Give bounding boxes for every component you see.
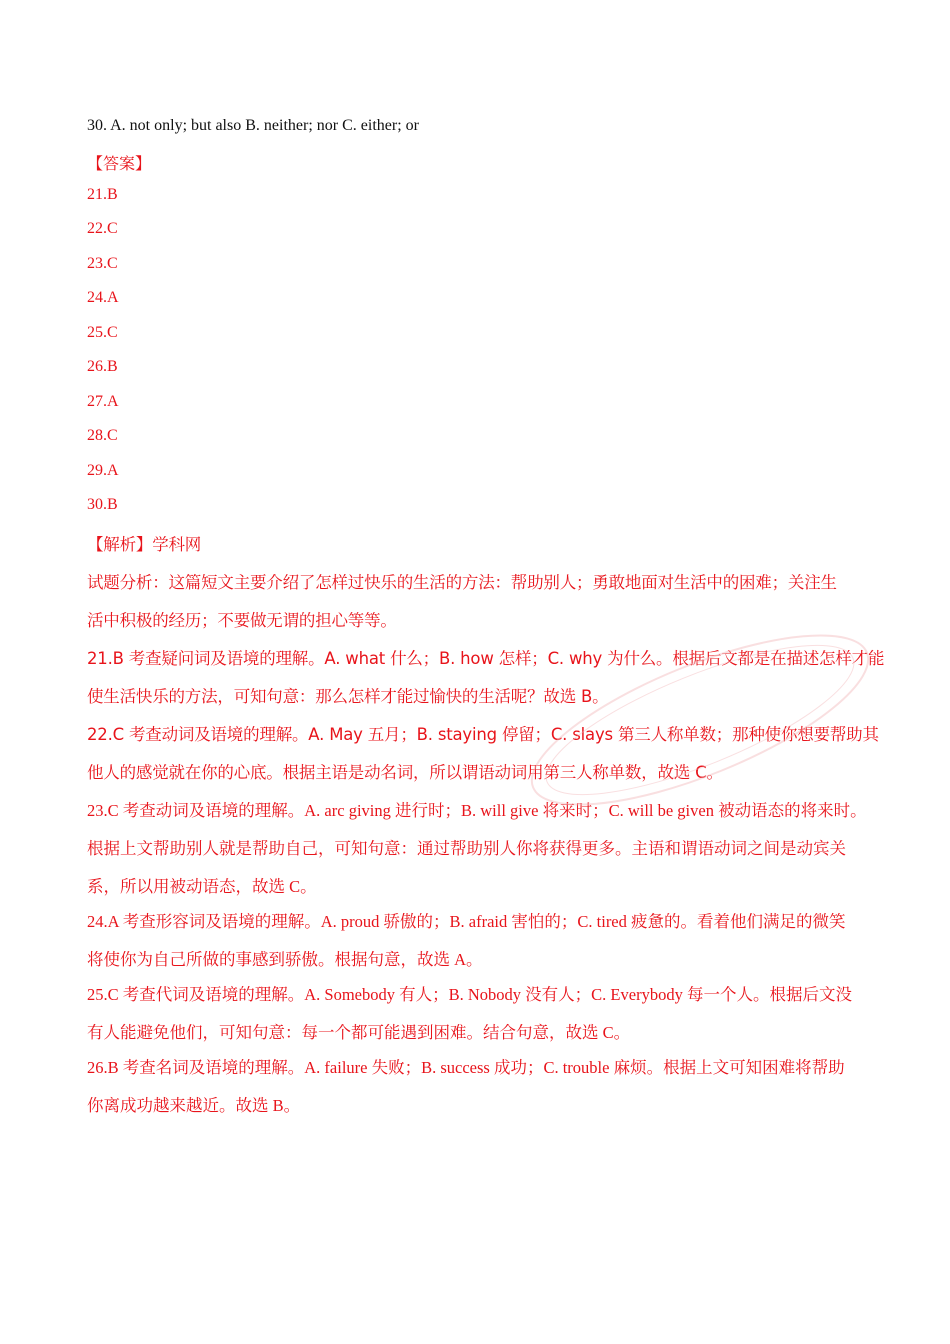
analysis-line: 他人的感觉就在你的心底。根据主语是动名词，所以谓语动词用第三人称单数，故选 C。: [87, 763, 723, 782]
analysis-line: 26.B 考查名词及语境的理解。A. failure 失败；B. success 成功；C. trouble 麻烦。根据上文可知困难将帮助: [87, 1058, 845, 1077]
analysis-line: 使生活快乐的方法，可知句意：那么怎样才能过愉快的生活呢？故选 B。: [87, 687, 609, 706]
answer-header: 【答案】: [87, 156, 152, 173]
analysis-line: 你离成功越来越近。故选 B。: [87, 1096, 301, 1115]
analysis-line: 25.C 考查代词及语境的理解。A. Somebody 有人；B. Nobody 没有人；C. Everybody 每一个人。根据后文没: [87, 985, 852, 1004]
answer-item: 30.B: [87, 496, 118, 513]
answer-item: 23.C: [87, 255, 118, 272]
answer-item: 21.B: [87, 186, 118, 203]
answer-item: 25.C: [87, 324, 118, 341]
analysis-line: 有人能避免他们，可知句意：每一个都可能遇到困难。结合句意，故选 C。: [87, 1023, 631, 1042]
analysis-header: 【解析】学科网: [87, 535, 202, 554]
answer-item: 26.B: [87, 358, 118, 375]
analysis-line: 活中积极的经历；不要做无谓的担心等等。: [87, 611, 397, 630]
analysis-line: 试题分析：这篇短文主要介绍了怎样过快乐的生活的方法：帮助别人；勇敢地面对生活中的困难；关注生: [87, 573, 837, 592]
analysis-line: 将使你为自己所做的事感到骄傲。根据句意，故选 A。: [87, 950, 483, 969]
analysis-line: 24.A 考查形容词及语境的理解。A. proud 骄傲的；B. afraid 害怕的；C. tired 疲惫的。看着他们满足的微笑: [87, 912, 846, 931]
answer-item: 27.A: [87, 393, 119, 410]
analysis-line: 根据上文帮助别人就是帮助自己，可知句意：通过帮助别人你将获得更多。主语和谓语动词之间是动宾关: [87, 839, 846, 858]
analysis-line: 23.C 考查动词及语境的理解。A. arc giving 进行时；B. will give 将来时；C. will be given 被动语态的将来时。: [87, 801, 867, 820]
answer-item: 28.C: [87, 427, 118, 444]
analysis-line: 22.C 考查动词及语境的理解。A. May 五月；B. staying 停留；C. slays 第三人称单数；那种使你想要帮助其: [87, 725, 879, 744]
answer-item: 29.A: [87, 462, 119, 479]
analysis-line: 21.B 考查疑问词及语境的理解。A. what 什么；B. how 怎样；C. why 为什么。根据后文都是在描述怎样才能: [87, 649, 885, 668]
answer-item: 22.C: [87, 220, 118, 237]
answer-item: 24.A: [87, 289, 119, 306]
analysis-line: 系，所以用被动语态，故选 C。: [87, 877, 317, 896]
question-30-options: 30. A. not only; but also B. neither; nor C. either; or: [87, 117, 419, 134]
